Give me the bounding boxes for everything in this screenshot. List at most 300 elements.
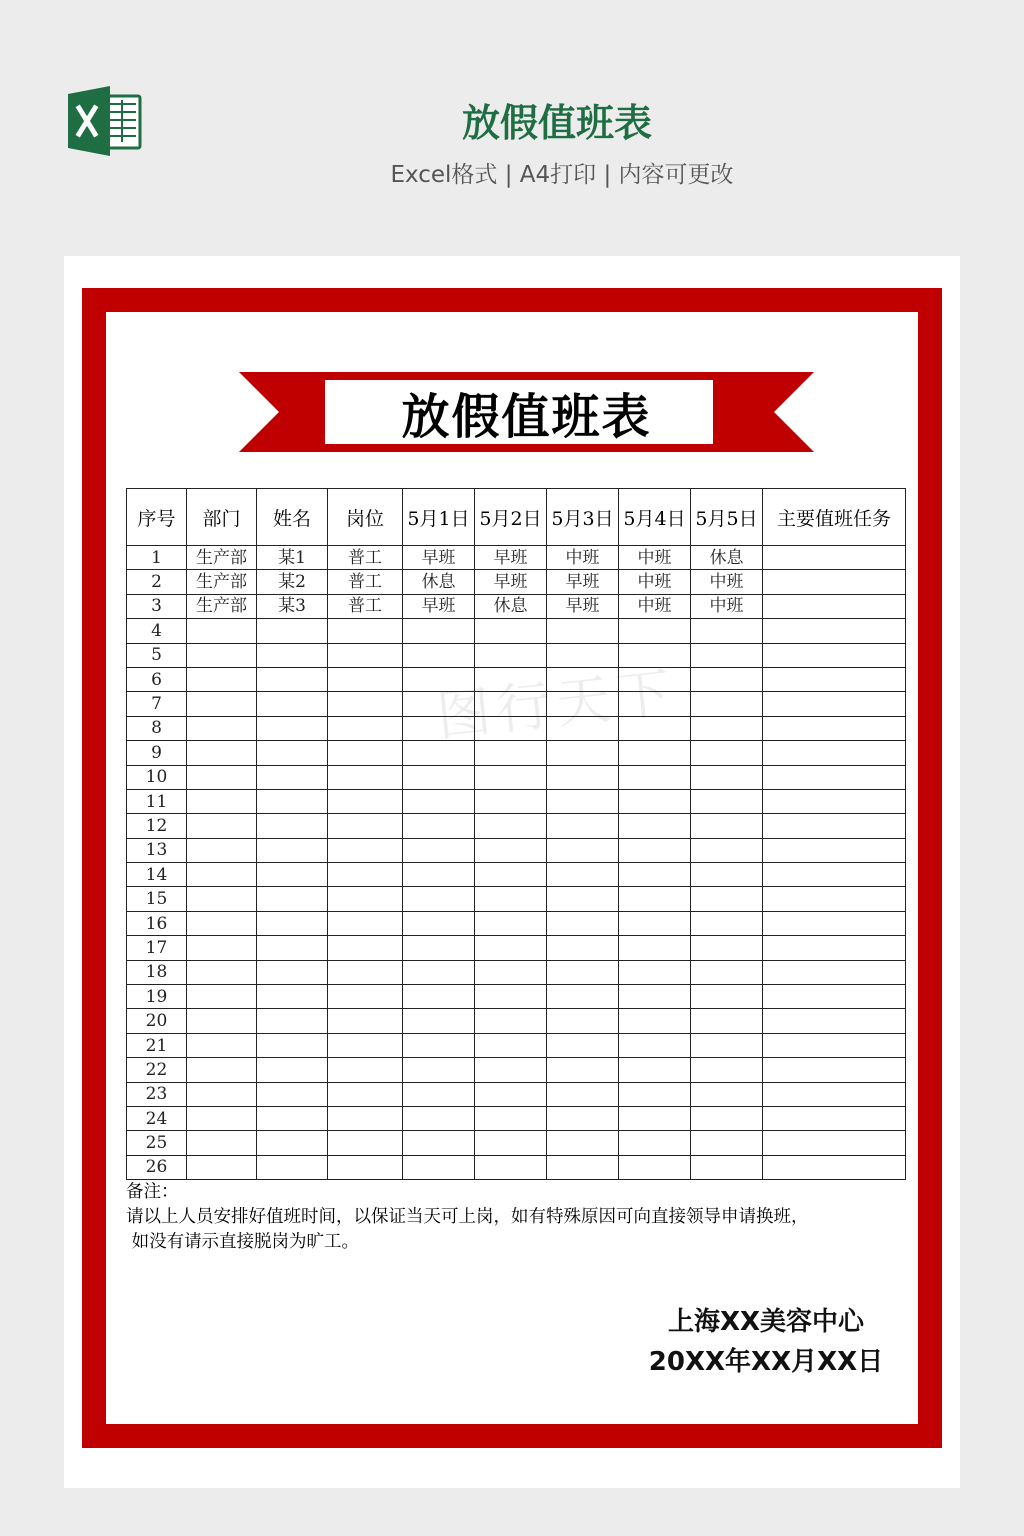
table-cell[interactable]	[257, 741, 328, 765]
table-cell[interactable]	[328, 814, 403, 838]
table-cell[interactable]: 22	[127, 1058, 187, 1082]
table-cell[interactable]	[691, 1033, 763, 1057]
table-cell[interactable]	[691, 1058, 763, 1082]
table-cell[interactable]: 12	[127, 814, 187, 838]
table-cell[interactable]	[257, 985, 328, 1009]
table-cell[interactable]	[763, 1058, 906, 1082]
column-header: 部门	[187, 489, 257, 546]
table-row	[127, 1082, 906, 1106]
table-cell[interactable]	[187, 765, 257, 789]
table-cell[interactable]	[187, 863, 257, 887]
table-cell[interactable]	[403, 960, 475, 984]
table-cell[interactable]	[691, 692, 763, 716]
table-cell[interactable]: 10	[127, 765, 187, 789]
table-cell[interactable]	[475, 789, 547, 813]
page-subtitle: Excel格式 | A4打印 | 内容可更改	[390, 162, 734, 188]
table-cell[interactable]: 5	[127, 643, 187, 667]
table-cell[interactable]	[257, 911, 328, 935]
table-cell[interactable]	[475, 911, 547, 935]
table-cell[interactable]	[619, 789, 691, 813]
table-cell[interactable]	[328, 1009, 403, 1033]
table-cell[interactable]	[763, 765, 906, 789]
table-cell[interactable]	[763, 1082, 906, 1106]
table-cell[interactable]	[187, 814, 257, 838]
table-cell[interactable]	[257, 789, 328, 813]
table-cell[interactable]	[619, 716, 691, 740]
table-cell[interactable]	[547, 1033, 619, 1057]
table-cell[interactable]: 20	[127, 1009, 187, 1033]
table-row	[127, 887, 906, 911]
table-cell[interactable]: 生产部	[187, 594, 257, 618]
table-cell[interactable]	[187, 887, 257, 911]
table-cell[interactable]: 中班	[691, 594, 763, 618]
table-cell[interactable]: 生产部	[187, 570, 257, 594]
table-cell[interactable]	[257, 1058, 328, 1082]
table-cell[interactable]	[403, 619, 475, 643]
table-cell[interactable]	[403, 1009, 475, 1033]
table-cell[interactable]	[403, 789, 475, 813]
table-cell[interactable]	[547, 1131, 619, 1155]
table-cell[interactable]	[328, 1033, 403, 1057]
table-cell[interactable]: 25	[127, 1131, 187, 1155]
table-cell[interactable]	[257, 863, 328, 887]
table-cell[interactable]	[403, 716, 475, 740]
table-cell[interactable]	[328, 692, 403, 716]
table-cell[interactable]	[619, 1106, 691, 1130]
table-cell[interactable]	[403, 985, 475, 1009]
table-cell[interactable]	[187, 1155, 257, 1179]
table-cell[interactable]	[187, 789, 257, 813]
table-cell[interactable]	[547, 692, 619, 716]
table-cell[interactable]	[619, 960, 691, 984]
table-cell[interactable]	[475, 1131, 547, 1155]
table-row	[127, 643, 906, 667]
table-cell[interactable]: 16	[127, 911, 187, 935]
table-cell[interactable]	[619, 814, 691, 838]
table-cell[interactable]	[187, 1009, 257, 1033]
table-cell[interactable]	[257, 838, 328, 862]
table-cell[interactable]	[257, 936, 328, 960]
table-header-row	[127, 489, 906, 546]
table-cell[interactable]	[187, 716, 257, 740]
table-cell[interactable]: 18	[127, 960, 187, 984]
table-cell[interactable]	[619, 692, 691, 716]
table-cell[interactable]: 21	[127, 1033, 187, 1057]
table-cell[interactable]	[763, 667, 906, 691]
table-cell[interactable]: 早班	[547, 570, 619, 594]
table-row	[127, 838, 906, 862]
table-cell[interactable]: 早班	[403, 594, 475, 618]
table-cell[interactable]	[763, 546, 906, 570]
table-cell[interactable]	[547, 985, 619, 1009]
table-cell[interactable]	[187, 692, 257, 716]
table-cell[interactable]	[328, 1082, 403, 1106]
table-cell[interactable]	[403, 863, 475, 887]
table-row	[127, 1033, 906, 1057]
table-cell[interactable]	[403, 936, 475, 960]
table-cell[interactable]	[691, 789, 763, 813]
table-cell[interactable]	[475, 936, 547, 960]
table-cell[interactable]	[475, 1155, 547, 1179]
table-cell[interactable]	[328, 619, 403, 643]
table-cell[interactable]	[547, 838, 619, 862]
table-cell[interactable]	[475, 814, 547, 838]
table-cell[interactable]	[547, 863, 619, 887]
table-cell[interactable]: 某3	[257, 594, 328, 618]
table-cell[interactable]	[691, 667, 763, 691]
table-cell[interactable]	[257, 887, 328, 911]
table-cell[interactable]	[257, 692, 328, 716]
table-cell[interactable]	[257, 765, 328, 789]
table-cell[interactable]	[619, 765, 691, 789]
table-row	[127, 814, 906, 838]
table-cell[interactable]	[619, 667, 691, 691]
table-cell[interactable]: 休息	[475, 594, 547, 618]
table-cell[interactable]	[475, 960, 547, 984]
table-cell[interactable]: 7	[127, 692, 187, 716]
table-cell[interactable]	[619, 1131, 691, 1155]
table-cell[interactable]	[619, 1033, 691, 1057]
table-cell[interactable]	[403, 1033, 475, 1057]
table-cell[interactable]	[328, 887, 403, 911]
duty-table	[126, 488, 906, 1180]
column-header: 5月3日	[547, 489, 619, 546]
table-cell[interactable]	[475, 667, 547, 691]
table-row	[127, 765, 906, 789]
table-cell[interactable]	[763, 594, 906, 618]
table-cell[interactable]	[619, 1009, 691, 1033]
table-cell[interactable]: 19	[127, 985, 187, 1009]
document-page	[64, 256, 960, 1488]
table-cell[interactable]: 某1	[257, 546, 328, 570]
table-cell[interactable]	[257, 1131, 328, 1155]
table-cell[interactable]	[328, 765, 403, 789]
table-cell[interactable]	[547, 911, 619, 935]
table-cell[interactable]: 8	[127, 716, 187, 740]
table-cell[interactable]: 普工	[328, 594, 403, 618]
table-cell[interactable]	[187, 1106, 257, 1130]
table-cell[interactable]	[763, 619, 906, 643]
table-cell[interactable]	[187, 838, 257, 862]
table-cell[interactable]	[475, 838, 547, 862]
table-row	[127, 570, 906, 594]
table-cell[interactable]	[475, 1009, 547, 1033]
table-cell[interactable]	[328, 838, 403, 862]
table-cell[interactable]	[257, 716, 328, 740]
table-cell[interactable]	[328, 1131, 403, 1155]
table-cell[interactable]	[691, 863, 763, 887]
table-cell[interactable]	[403, 1131, 475, 1155]
table-cell[interactable]	[763, 936, 906, 960]
table-cell[interactable]	[547, 789, 619, 813]
table-cell[interactable]	[257, 1106, 328, 1130]
table-cell[interactable]	[328, 741, 403, 765]
table-cell[interactable]	[547, 765, 619, 789]
table-cell[interactable]	[257, 1009, 328, 1033]
table-cell[interactable]: 9	[127, 741, 187, 765]
column-header: 5月2日	[475, 489, 547, 546]
table-cell[interactable]: 休息	[403, 570, 475, 594]
table-cell[interactable]	[187, 985, 257, 1009]
table-cell[interactable]: 生产部	[187, 546, 257, 570]
table-cell[interactable]: 14	[127, 863, 187, 887]
table-cell[interactable]	[257, 1082, 328, 1106]
table-cell[interactable]	[547, 643, 619, 667]
table-cell[interactable]	[257, 643, 328, 667]
table-cell[interactable]: 普工	[328, 546, 403, 570]
table-cell[interactable]	[691, 1082, 763, 1106]
sheet-title: 放假值班表	[401, 388, 652, 445]
table-cell[interactable]: 早班	[403, 546, 475, 570]
table-cell[interactable]	[403, 667, 475, 691]
table-cell[interactable]	[763, 863, 906, 887]
table-cell[interactable]: 2	[127, 570, 187, 594]
table-cell[interactable]	[328, 911, 403, 935]
table-cell[interactable]	[547, 887, 619, 911]
table-cell[interactable]	[691, 814, 763, 838]
table-cell[interactable]	[763, 1106, 906, 1130]
column-header: 5月1日	[403, 489, 475, 546]
table-cell[interactable]	[619, 741, 691, 765]
table-cell[interactable]: 早班	[475, 570, 547, 594]
table-cell[interactable]	[691, 619, 763, 643]
table-cell[interactable]	[328, 985, 403, 1009]
table-cell[interactable]	[547, 1058, 619, 1082]
table-cell[interactable]	[403, 765, 475, 789]
table-cell[interactable]	[619, 1155, 691, 1179]
table-cell[interactable]	[547, 1155, 619, 1179]
table-cell[interactable]	[691, 643, 763, 667]
table-cell[interactable]	[763, 741, 906, 765]
table-cell[interactable]	[691, 911, 763, 935]
table-cell[interactable]	[328, 1155, 403, 1179]
table-cell[interactable]	[328, 667, 403, 691]
table-cell[interactable]	[547, 667, 619, 691]
table-cell[interactable]	[257, 667, 328, 691]
table-cell[interactable]	[475, 1106, 547, 1130]
table-cell[interactable]	[187, 667, 257, 691]
table-cell[interactable]	[619, 863, 691, 887]
table-cell[interactable]	[547, 716, 619, 740]
column-header: 5月4日	[619, 489, 691, 546]
table-cell[interactable]	[691, 838, 763, 862]
table-row	[127, 1009, 906, 1033]
notes-label: 备注：	[126, 1182, 179, 1202]
table-cell[interactable]	[619, 1058, 691, 1082]
table-cell[interactable]	[328, 1106, 403, 1130]
table-cell[interactable]: 23	[127, 1082, 187, 1106]
table-cell[interactable]	[763, 985, 906, 1009]
table-cell[interactable]	[403, 1082, 475, 1106]
table-cell[interactable]: 24	[127, 1106, 187, 1130]
table-cell[interactable]	[257, 814, 328, 838]
table-cell[interactable]: 中班	[547, 546, 619, 570]
table-cell[interactable]	[475, 619, 547, 643]
table-cell[interactable]	[403, 1058, 475, 1082]
table-cell[interactable]	[403, 1155, 475, 1179]
table-row	[127, 619, 906, 643]
table-cell[interactable]	[328, 716, 403, 740]
table-cell[interactable]: 普工	[328, 570, 403, 594]
notes-section	[126, 1180, 926, 1255]
table-cell[interactable]	[403, 1106, 475, 1130]
table-cell[interactable]	[763, 887, 906, 911]
table-cell[interactable]	[475, 887, 547, 911]
table-cell[interactable]	[403, 741, 475, 765]
watermark: 图行天下	[433, 660, 680, 749]
table-cell[interactable]	[328, 936, 403, 960]
table-cell[interactable]	[763, 716, 906, 740]
table-cell[interactable]	[763, 692, 906, 716]
table-cell[interactable]	[328, 643, 403, 667]
table-cell[interactable]	[763, 1131, 906, 1155]
table-cell[interactable]	[547, 814, 619, 838]
table-cell[interactable]	[475, 863, 547, 887]
table-cell[interactable]	[619, 887, 691, 911]
table-cell[interactable]	[547, 936, 619, 960]
notes-line: 如没有请示直接脱岗为旷工。	[126, 1232, 360, 1252]
page-header	[0, 0, 1024, 240]
table-cell[interactable]	[547, 960, 619, 984]
table-cell[interactable]	[763, 1009, 906, 1033]
table-row	[127, 692, 906, 716]
table-cell[interactable]: 15	[127, 887, 187, 911]
table-cell[interactable]	[619, 936, 691, 960]
table-cell[interactable]	[691, 1131, 763, 1155]
table-cell[interactable]	[547, 1009, 619, 1033]
table-cell[interactable]: 中班	[691, 570, 763, 594]
table-cell[interactable]	[619, 838, 691, 862]
table-cell[interactable]	[257, 960, 328, 984]
table-cell[interactable]	[475, 1058, 547, 1082]
table-row	[127, 667, 906, 691]
table-cell[interactable]: 中班	[619, 594, 691, 618]
table-cell[interactable]	[691, 1009, 763, 1033]
table-row	[127, 1058, 906, 1082]
signature-block	[576, 1302, 956, 1382]
table-cell[interactable]: 6	[127, 667, 187, 691]
table-cell[interactable]	[403, 838, 475, 862]
table-cell[interactable]	[619, 619, 691, 643]
table-cell[interactable]: 中班	[619, 570, 691, 594]
table-cell[interactable]	[763, 960, 906, 984]
table-cell[interactable]	[328, 1058, 403, 1082]
table-cell[interactable]	[187, 1131, 257, 1155]
table-cell[interactable]	[475, 716, 547, 740]
table-cell[interactable]	[257, 1033, 328, 1057]
table-row	[127, 1155, 906, 1179]
table-cell[interactable]	[475, 741, 547, 765]
table-cell[interactable]: 休息	[691, 546, 763, 570]
table-cell[interactable]	[187, 1082, 257, 1106]
table-cell[interactable]	[763, 570, 906, 594]
page-title: 放假值班表	[461, 101, 652, 145]
table-cell[interactable]: 11	[127, 789, 187, 813]
table-cell[interactable]	[547, 741, 619, 765]
table-row	[127, 1106, 906, 1130]
table-cell[interactable]	[691, 887, 763, 911]
table-cell[interactable]	[763, 814, 906, 838]
table-cell[interactable]: 4	[127, 619, 187, 643]
table-cell[interactable]	[475, 1082, 547, 1106]
table-cell[interactable]: 26	[127, 1155, 187, 1179]
table-cell[interactable]	[691, 1155, 763, 1179]
table-cell[interactable]	[691, 765, 763, 789]
table-cell[interactable]	[763, 643, 906, 667]
table-cell[interactable]	[403, 887, 475, 911]
table-cell[interactable]: 早班	[475, 546, 547, 570]
table-cell[interactable]	[691, 960, 763, 984]
table-cell[interactable]	[403, 692, 475, 716]
table-cell[interactable]	[475, 692, 547, 716]
table-cell[interactable]	[403, 911, 475, 935]
table-row	[127, 936, 906, 960]
table-cell[interactable]	[403, 643, 475, 667]
table-cell[interactable]	[691, 936, 763, 960]
table-cell[interactable]	[328, 960, 403, 984]
table-cell[interactable]	[547, 1106, 619, 1130]
table-cell[interactable]	[187, 643, 257, 667]
red-frame	[82, 288, 942, 1448]
table-cell[interactable]	[763, 1155, 906, 1179]
table-cell[interactable]	[328, 789, 403, 813]
table-cell[interactable]	[763, 789, 906, 813]
table-cell[interactable]: 早班	[547, 594, 619, 618]
table-cell[interactable]	[187, 936, 257, 960]
table-cell[interactable]	[187, 1033, 257, 1057]
table-cell[interactable]	[257, 1155, 328, 1179]
table-row	[127, 863, 906, 887]
table-cell[interactable]	[547, 619, 619, 643]
signature-date: 20XX年XX月XX日	[648, 1347, 884, 1377]
table-cell[interactable]: 17	[127, 936, 187, 960]
table-cell[interactable]	[475, 643, 547, 667]
table-cell[interactable]: 某2	[257, 570, 328, 594]
table-row	[127, 716, 906, 740]
column-header: 姓名	[257, 489, 328, 546]
table-cell[interactable]: 13	[127, 838, 187, 862]
table-cell[interactable]	[187, 741, 257, 765]
table-cell[interactable]	[328, 863, 403, 887]
table-cell[interactable]	[475, 1033, 547, 1057]
table-cell[interactable]	[691, 741, 763, 765]
column-header: 5月5日	[691, 489, 763, 546]
table-cell[interactable]	[619, 985, 691, 1009]
table-cell[interactable]	[691, 716, 763, 740]
table-cell[interactable]	[187, 960, 257, 984]
table-cell[interactable]	[547, 1082, 619, 1106]
table-cell[interactable]	[187, 1058, 257, 1082]
table-cell[interactable]	[691, 985, 763, 1009]
table-row	[127, 789, 906, 813]
table-cell[interactable]: 1	[127, 546, 187, 570]
table-cell[interactable]	[475, 985, 547, 1009]
table-cell[interactable]	[475, 765, 547, 789]
table-cell[interactable]	[763, 1033, 906, 1057]
table-cell[interactable]	[187, 911, 257, 935]
table-cell[interactable]	[763, 911, 906, 935]
table-cell[interactable]	[619, 911, 691, 935]
table-cell[interactable]	[619, 1082, 691, 1106]
table-cell[interactable]	[403, 814, 475, 838]
table-cell[interactable]	[763, 838, 906, 862]
table-cell[interactable]	[691, 1106, 763, 1130]
table-cell[interactable]	[257, 619, 328, 643]
table-cell[interactable]: 中班	[619, 546, 691, 570]
table-cell[interactable]	[619, 643, 691, 667]
table-cell[interactable]	[187, 619, 257, 643]
table-cell[interactable]: 3	[127, 594, 187, 618]
